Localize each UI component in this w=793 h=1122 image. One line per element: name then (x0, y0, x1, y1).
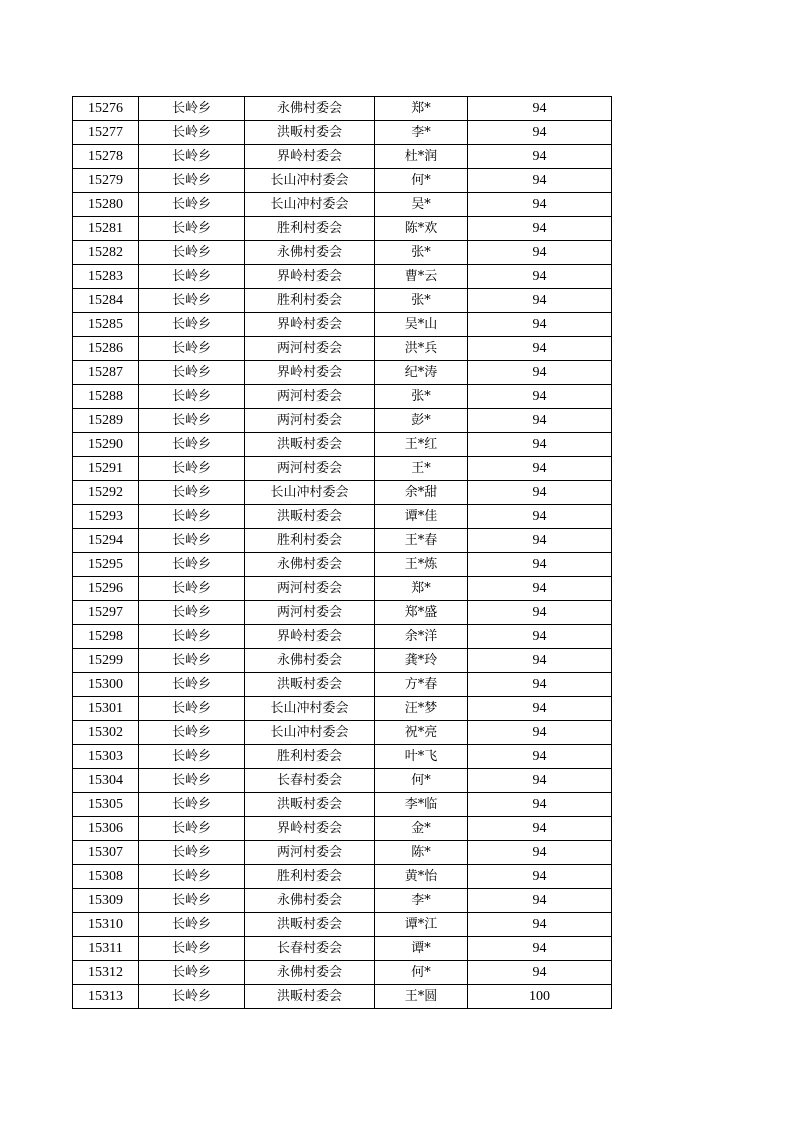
table-row (73, 697, 612, 721)
score-cell: 94 (468, 121, 612, 145)
town-cell: 长岭乡 (139, 409, 245, 433)
village-cell: 两河村委会 (245, 385, 375, 409)
table-row (73, 193, 612, 217)
town-cell: 长岭乡 (139, 361, 245, 385)
row-id-cell: 15277 (73, 121, 139, 145)
score-cell: 94 (468, 241, 612, 265)
score-cell: 94 (468, 481, 612, 505)
score-cell: 94 (468, 745, 612, 769)
document-page (72, 96, 612, 1009)
table-row (73, 817, 612, 841)
town-cell: 长岭乡 (139, 265, 245, 289)
row-id-cell: 15281 (73, 217, 139, 241)
person-name-cell: 王*红 (375, 433, 468, 457)
town-cell: 长岭乡 (139, 793, 245, 817)
row-id-cell: 15310 (73, 913, 139, 937)
town-cell: 长岭乡 (139, 385, 245, 409)
person-name-cell: 黄*怡 (375, 865, 468, 889)
table-row (73, 913, 612, 937)
person-name-cell: 何* (375, 769, 468, 793)
person-name-cell: 吴* (375, 193, 468, 217)
person-name-cell: 张* (375, 241, 468, 265)
row-id-cell: 15292 (73, 481, 139, 505)
person-name-cell: 郑* (375, 577, 468, 601)
table-row (73, 865, 612, 889)
person-name-cell: 陈* (375, 841, 468, 865)
town-cell: 长岭乡 (139, 553, 245, 577)
town-cell: 长岭乡 (139, 169, 245, 193)
score-cell: 94 (468, 505, 612, 529)
village-cell: 长山冲村委会 (245, 697, 375, 721)
person-name-cell: 何* (375, 169, 468, 193)
village-cell: 胜利村委会 (245, 745, 375, 769)
person-name-cell: 纪*涛 (375, 361, 468, 385)
town-cell: 长岭乡 (139, 985, 245, 1009)
score-cell: 94 (468, 337, 612, 361)
row-id-cell: 15296 (73, 577, 139, 601)
table-row (73, 985, 612, 1009)
row-id-cell: 15308 (73, 865, 139, 889)
row-id-cell: 15301 (73, 697, 139, 721)
score-cell: 94 (468, 385, 612, 409)
village-cell: 永佛村委会 (245, 97, 375, 121)
person-name-cell: 叶*飞 (375, 745, 468, 769)
person-name-cell: 李* (375, 121, 468, 145)
row-id-cell: 15300 (73, 673, 139, 697)
town-cell: 长岭乡 (139, 937, 245, 961)
score-cell: 94 (468, 937, 612, 961)
table-row (73, 433, 612, 457)
town-cell: 长岭乡 (139, 97, 245, 121)
table-row (73, 625, 612, 649)
score-cell: 94 (468, 793, 612, 817)
score-cell: 94 (468, 193, 612, 217)
table-row (73, 169, 612, 193)
score-cell: 94 (468, 673, 612, 697)
score-cell: 94 (468, 697, 612, 721)
town-cell: 长岭乡 (139, 433, 245, 457)
table-row (73, 481, 612, 505)
town-cell: 长岭乡 (139, 241, 245, 265)
village-cell: 永佛村委会 (245, 961, 375, 985)
table-row (73, 577, 612, 601)
score-cell: 94 (468, 553, 612, 577)
person-name-cell: 方*春 (375, 673, 468, 697)
person-name-cell: 谭*佳 (375, 505, 468, 529)
table-row (73, 217, 612, 241)
village-cell: 界岭村委会 (245, 361, 375, 385)
row-id-cell: 15306 (73, 817, 139, 841)
score-cell: 94 (468, 313, 612, 337)
village-cell: 界岭村委会 (245, 625, 375, 649)
town-cell: 长岭乡 (139, 889, 245, 913)
village-cell: 长春村委会 (245, 937, 375, 961)
person-name-cell: 郑* (375, 97, 468, 121)
village-cell: 两河村委会 (245, 337, 375, 361)
village-cell: 两河村委会 (245, 577, 375, 601)
village-cell: 永佛村委会 (245, 889, 375, 913)
village-cell: 永佛村委会 (245, 649, 375, 673)
town-cell: 长岭乡 (139, 457, 245, 481)
village-cell: 长山冲村委会 (245, 721, 375, 745)
village-cell: 界岭村委会 (245, 145, 375, 169)
row-id-cell: 15305 (73, 793, 139, 817)
village-cell: 两河村委会 (245, 601, 375, 625)
score-cell: 100 (468, 985, 612, 1009)
score-cell: 94 (468, 889, 612, 913)
table-row (73, 721, 612, 745)
town-cell: 长岭乡 (139, 145, 245, 169)
village-cell: 胜利村委会 (245, 865, 375, 889)
score-cell: 94 (468, 145, 612, 169)
town-cell: 长岭乡 (139, 289, 245, 313)
town-cell: 长岭乡 (139, 913, 245, 937)
row-id-cell: 15304 (73, 769, 139, 793)
village-cell: 胜利村委会 (245, 529, 375, 553)
person-name-cell: 王*春 (375, 529, 468, 553)
score-cell: 94 (468, 913, 612, 937)
person-name-cell: 张* (375, 289, 468, 313)
row-id-cell: 15282 (73, 241, 139, 265)
row-id-cell: 15307 (73, 841, 139, 865)
score-cell: 94 (468, 97, 612, 121)
town-cell: 长岭乡 (139, 817, 245, 841)
table-row (73, 889, 612, 913)
town-cell: 长岭乡 (139, 577, 245, 601)
score-cell: 94 (468, 289, 612, 313)
row-id-cell: 15302 (73, 721, 139, 745)
village-cell: 洪畈村委会 (245, 121, 375, 145)
row-id-cell: 15299 (73, 649, 139, 673)
person-name-cell: 何* (375, 961, 468, 985)
person-name-cell: 张* (375, 385, 468, 409)
person-name-cell: 余*洋 (375, 625, 468, 649)
town-cell: 长岭乡 (139, 529, 245, 553)
row-id-cell: 15309 (73, 889, 139, 913)
row-id-cell: 15280 (73, 193, 139, 217)
score-cell: 94 (468, 841, 612, 865)
town-cell: 长岭乡 (139, 625, 245, 649)
roster-table (72, 96, 612, 1009)
person-name-cell: 杜*润 (375, 145, 468, 169)
village-cell: 洪畈村委会 (245, 433, 375, 457)
town-cell: 长岭乡 (139, 337, 245, 361)
person-name-cell: 金* (375, 817, 468, 841)
score-cell: 94 (468, 865, 612, 889)
table-row (73, 241, 612, 265)
village-cell: 长春村委会 (245, 769, 375, 793)
village-cell: 洪畈村委会 (245, 913, 375, 937)
person-name-cell: 李*临 (375, 793, 468, 817)
town-cell: 长岭乡 (139, 217, 245, 241)
score-cell: 94 (468, 169, 612, 193)
town-cell: 长岭乡 (139, 193, 245, 217)
score-cell: 94 (468, 529, 612, 553)
table-row (73, 601, 612, 625)
village-cell: 胜利村委会 (245, 217, 375, 241)
row-id-cell: 15313 (73, 985, 139, 1009)
score-cell: 94 (468, 361, 612, 385)
person-name-cell: 谭*江 (375, 913, 468, 937)
score-cell: 94 (468, 769, 612, 793)
village-cell: 界岭村委会 (245, 265, 375, 289)
table-row (73, 337, 612, 361)
town-cell: 长岭乡 (139, 649, 245, 673)
person-name-cell: 王*炼 (375, 553, 468, 577)
score-cell: 94 (468, 433, 612, 457)
row-id-cell: 15293 (73, 505, 139, 529)
roster-table-body (73, 97, 612, 1009)
row-id-cell: 15290 (73, 433, 139, 457)
row-id-cell: 15294 (73, 529, 139, 553)
row-id-cell: 15279 (73, 169, 139, 193)
table-row (73, 649, 612, 673)
person-name-cell: 彭* (375, 409, 468, 433)
person-name-cell: 李* (375, 889, 468, 913)
row-id-cell: 15284 (73, 289, 139, 313)
row-id-cell: 15286 (73, 337, 139, 361)
village-cell: 永佛村委会 (245, 553, 375, 577)
village-cell: 两河村委会 (245, 841, 375, 865)
town-cell: 长岭乡 (139, 841, 245, 865)
town-cell: 长岭乡 (139, 721, 245, 745)
row-id-cell: 15298 (73, 625, 139, 649)
row-id-cell: 15287 (73, 361, 139, 385)
row-id-cell: 15312 (73, 961, 139, 985)
person-name-cell: 陈*欢 (375, 217, 468, 241)
town-cell: 长岭乡 (139, 865, 245, 889)
row-id-cell: 15291 (73, 457, 139, 481)
score-cell: 94 (468, 217, 612, 241)
table-row (73, 673, 612, 697)
row-id-cell: 15295 (73, 553, 139, 577)
person-name-cell: 汪*梦 (375, 697, 468, 721)
village-cell: 长山冲村委会 (245, 169, 375, 193)
table-row (73, 841, 612, 865)
table-row (73, 265, 612, 289)
town-cell: 长岭乡 (139, 481, 245, 505)
score-cell: 94 (468, 265, 612, 289)
row-id-cell: 15278 (73, 145, 139, 169)
table-row (73, 385, 612, 409)
score-cell: 94 (468, 601, 612, 625)
score-cell: 94 (468, 577, 612, 601)
score-cell: 94 (468, 457, 612, 481)
table-row (73, 97, 612, 121)
row-id-cell: 15297 (73, 601, 139, 625)
table-row (73, 937, 612, 961)
town-cell: 长岭乡 (139, 601, 245, 625)
town-cell: 长岭乡 (139, 505, 245, 529)
score-cell: 94 (468, 409, 612, 433)
table-row (73, 457, 612, 481)
village-cell: 洪畈村委会 (245, 673, 375, 697)
table-row (73, 409, 612, 433)
score-cell: 94 (468, 649, 612, 673)
town-cell: 长岭乡 (139, 745, 245, 769)
table-row (73, 961, 612, 985)
person-name-cell: 曹*云 (375, 265, 468, 289)
row-id-cell: 15276 (73, 97, 139, 121)
row-id-cell: 15283 (73, 265, 139, 289)
score-cell: 94 (468, 961, 612, 985)
table-row (73, 793, 612, 817)
person-name-cell: 余*甜 (375, 481, 468, 505)
table-row (73, 313, 612, 337)
person-name-cell: 王*圆 (375, 985, 468, 1009)
row-id-cell: 15285 (73, 313, 139, 337)
person-name-cell: 郑*盛 (375, 601, 468, 625)
village-cell: 长山冲村委会 (245, 193, 375, 217)
village-cell: 洪畈村委会 (245, 505, 375, 529)
town-cell: 长岭乡 (139, 673, 245, 697)
table-row (73, 361, 612, 385)
row-id-cell: 15311 (73, 937, 139, 961)
row-id-cell: 15303 (73, 745, 139, 769)
town-cell: 长岭乡 (139, 697, 245, 721)
village-cell: 长山冲村委会 (245, 481, 375, 505)
town-cell: 长岭乡 (139, 961, 245, 985)
table-row (73, 769, 612, 793)
table-row (73, 121, 612, 145)
row-id-cell: 15288 (73, 385, 139, 409)
town-cell: 长岭乡 (139, 313, 245, 337)
table-row (73, 505, 612, 529)
row-id-cell: 15289 (73, 409, 139, 433)
village-cell: 洪畈村委会 (245, 985, 375, 1009)
town-cell: 长岭乡 (139, 769, 245, 793)
score-cell: 94 (468, 817, 612, 841)
village-cell: 永佛村委会 (245, 241, 375, 265)
person-name-cell: 洪*兵 (375, 337, 468, 361)
table-row (73, 145, 612, 169)
person-name-cell: 吴*山 (375, 313, 468, 337)
score-cell: 94 (468, 721, 612, 745)
village-cell: 两河村委会 (245, 457, 375, 481)
person-name-cell: 谭* (375, 937, 468, 961)
village-cell: 界岭村委会 (245, 817, 375, 841)
village-cell: 两河村委会 (245, 409, 375, 433)
table-row (73, 529, 612, 553)
score-cell: 94 (468, 625, 612, 649)
table-row (73, 553, 612, 577)
town-cell: 长岭乡 (139, 121, 245, 145)
table-row (73, 745, 612, 769)
village-cell: 胜利村委会 (245, 289, 375, 313)
person-name-cell: 王* (375, 457, 468, 481)
table-row (73, 289, 612, 313)
village-cell: 界岭村委会 (245, 313, 375, 337)
person-name-cell: 祝*亮 (375, 721, 468, 745)
person-name-cell: 龚*玲 (375, 649, 468, 673)
village-cell: 洪畈村委会 (245, 793, 375, 817)
